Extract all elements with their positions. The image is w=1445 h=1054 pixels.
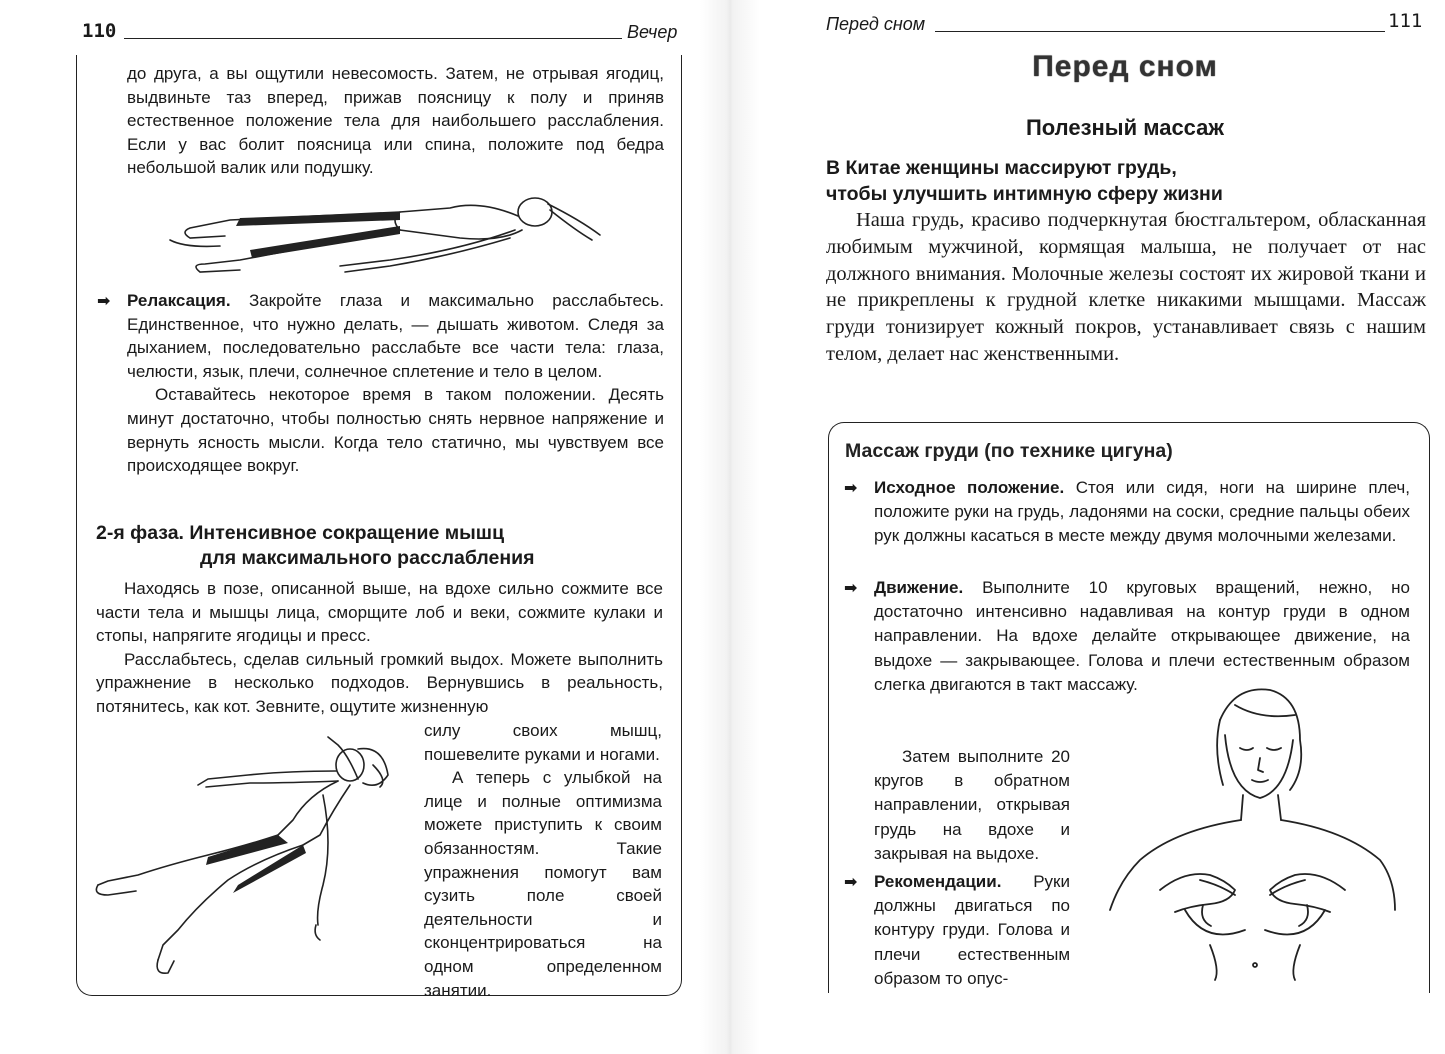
start-position-bullet <box>844 476 1410 549</box>
relaxation-term: Релаксация. <box>127 291 231 310</box>
phase-paragraphs <box>96 577 663 719</box>
phase-heading-line-1: 2-я фаза. Интенсивное сокращение мышц <box>96 522 505 544</box>
recommendations-text: Руки должны двигаться по контуру груди. Голова и плечи естественным образом то опус- <box>874 872 1070 988</box>
page-number-right: 111 <box>1388 10 1423 32</box>
lying-pose-illustration <box>160 190 610 280</box>
phase-heading-line-2: для максимального расслабления <box>200 547 535 569</box>
phase-paragraph-2: Расслабьтесь, сделав сильный громкий выдох. Можете выполнить упражнение в несколько подходов. Вернувшись в реальность, потянитесь, как кот. Зевните, ощутите жизненную <box>96 649 663 716</box>
stretching-pose-illustration <box>88 735 418 980</box>
massage-intro-body <box>826 207 1426 368</box>
header-rule-left <box>124 38 622 39</box>
movement-block-wide <box>844 576 1410 694</box>
breast-massage-illustration <box>1095 680 1395 980</box>
bullet-arrow-icon: ➡ <box>844 580 856 597</box>
lead-heading-line-1: В Китае женщины массируют грудь, <box>826 157 1177 179</box>
bullet-arrow-icon: ➡ <box>97 293 109 310</box>
recommendations-term: Рекомендации. <box>874 872 1002 892</box>
running-head-right: Перед сном <box>826 14 926 34</box>
lead-heading-line-2: чтобы улучшить интимную сферу жизни <box>826 183 1223 205</box>
massage-box-title: Массаж груди (по технике цигуна) <box>845 440 1173 462</box>
running-head-left: Вечер <box>627 22 678 42</box>
relaxation-bullet <box>97 289 664 383</box>
header-rule-right <box>935 31 1385 32</box>
bullet-arrow-icon: ➡ <box>844 874 856 892</box>
movement-term: Движение. <box>874 578 964 597</box>
relaxation-section <box>97 289 664 478</box>
then-paragraph: Затем выполните 20 кругов в обратном направлении, открывая грудь на вдохе и закрывая на выдохе. <box>874 747 1070 863</box>
page-number-left: 110 <box>82 20 117 42</box>
intro-paragraph <box>127 62 664 180</box>
intro-text: до друга, а вы ощутили невесомость. Затем, не отрывая ягодиц, выдвиньте таз вперед, прижав поясницу к полу и приняв естественное положение тела для наибольшего расслабления. Если у вас болит поясница или спина, положите под бедра небольшой валик или подушку. <box>127 64 664 178</box>
phase-paragraph-1: Находясь в позе, описанной выше, на вдохе сильно сожмите все части тела и мышцы лица, сморщите лоб и веки, сожмите кулаки и стопы, напрягите ягодицы и пресс. <box>96 579 663 646</box>
phase-paragraph-4: А теперь с улыбкой на лице и полные оптимизма можете приступить к своим обязанностям. Такие упражнения помогут вам сузить поле своей деятельности и сконцентрироваться на одном определенном занятии. <box>424 768 662 1000</box>
bullet-arrow-icon: ➡ <box>844 480 856 497</box>
start-position-text: Стоя или сидя, ноги на ширине плеч, положите руки на грудь, ладонями на соски, средние пальцы обеих рук должны касаться в месте между двумя молочными железами. <box>874 478 1410 546</box>
phase-paragraph-3: силу своих мышц, пошевелите руками и ногами. <box>424 721 662 764</box>
massage-steps-upper <box>844 476 1410 549</box>
relaxation-text: Закройте глаза и максимально расслабьтесь. Единственное, что нужно делать, — дышать животом. Следя за дыханием, последовательно расслабьте все части тела: глаза, челюсти, язык, плечи, солнечное сплетение и тело в целом. <box>127 291 664 381</box>
movement-side-column <box>844 745 1070 991</box>
recommendations-bullet <box>844 870 1070 991</box>
movement-text: Выполните 10 круговых вращений, нежно, но достаточно интенсивно надавливая на контур груди в одном направлении. На вдохе делайте открывающее движение, на выдохе — закрывающее. Голова и плечи естественным образом слегка двигаются в такт массажу. <box>874 578 1410 694</box>
massage-intro-text: Наша грудь, красиво подчеркнутая бюстгальтером, обласканная любимым мужчиной, кормящая малыша, не получает от нас должного внимания. Молочные железы состоят их жировой ткани и не прикреплены к грудной клетке никакими мышцами. Массаж груди тонизирует кожный покров, устанавливает связь с нашим телом, делает нас женственными. <box>826 209 1426 365</box>
book-gutter <box>700 0 760 1054</box>
phase-side-column <box>424 719 662 1002</box>
section-title: Полезный массаж <box>1025 115 1225 140</box>
movement-bullet <box>844 576 1410 694</box>
lead-heading <box>826 155 1416 207</box>
start-position-term: Исходное положение. <box>874 478 1065 497</box>
stay-paragraph: Оставайтесь некоторое время в таком положении. Десять минут достаточно, чтобы полностью снять нервное напряжение и вернуть ясность мысли. Когда тело статично, мы чувствуем все происходящее вокруг. <box>127 385 664 476</box>
chapter-title: Перед сном <box>1032 50 1218 83</box>
